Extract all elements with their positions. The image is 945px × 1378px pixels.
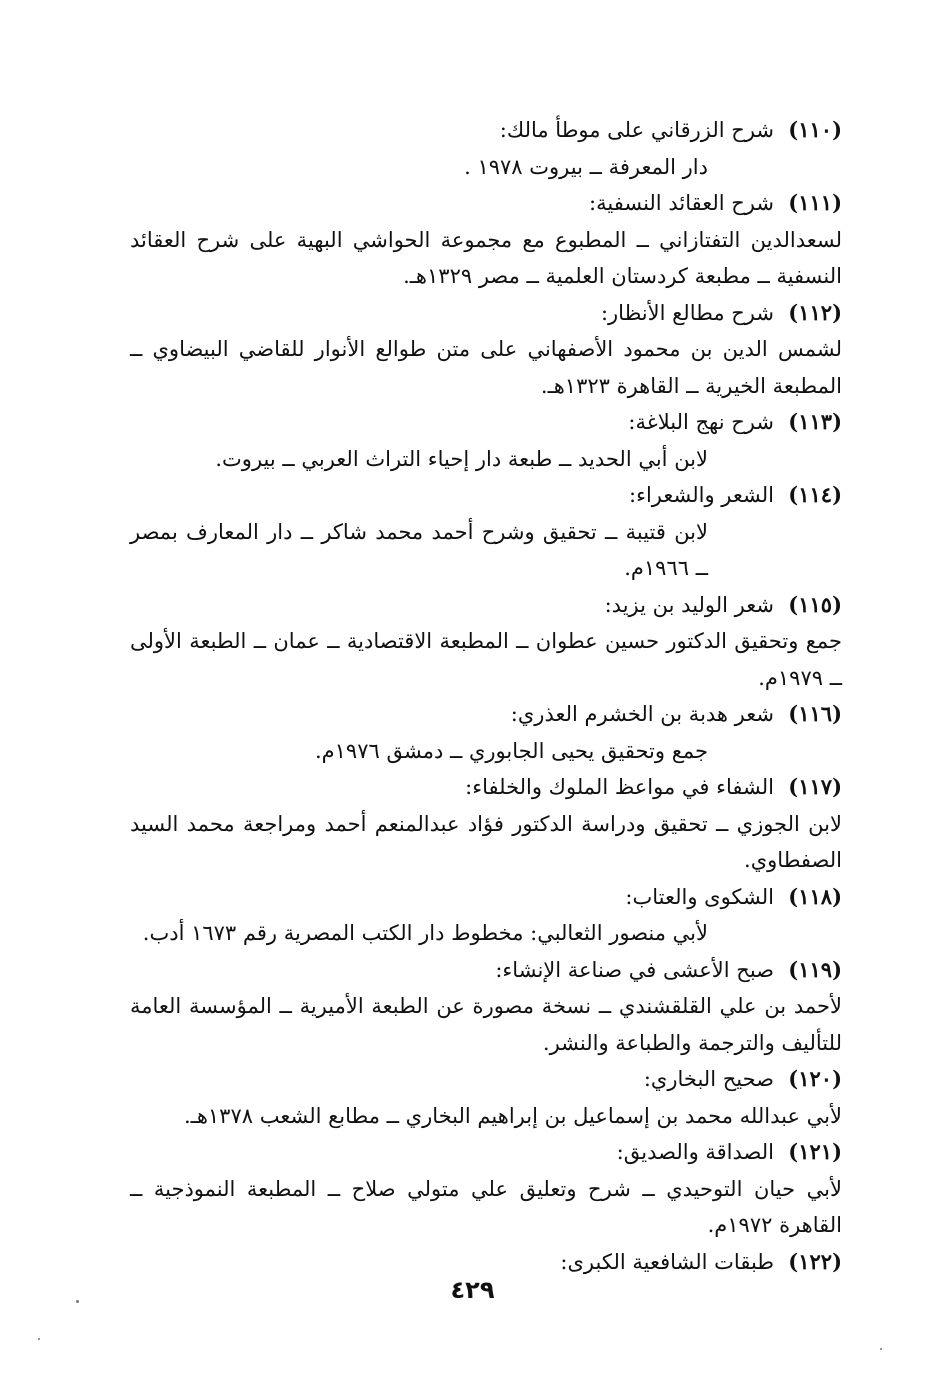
bibliography-entry [130, 1134, 842, 1244]
entry-title: شعر هدبة بن الخشرم العذري: [510, 702, 774, 726]
bibliography-entry [130, 587, 842, 697]
bibliography-list [130, 112, 842, 1280]
bibliography-entry [130, 404, 842, 477]
bibliography-entry [130, 295, 842, 405]
bibliography-entry [130, 112, 842, 185]
entry-number: (١١١) [788, 190, 842, 215]
bibliography-entry [130, 952, 842, 1062]
bibliography-entry [130, 696, 842, 769]
entry-description: دار المعرفة ــ بيروت ١٩٧٨ . [464, 154, 708, 179]
bibliography-entry [130, 879, 842, 952]
entry-description: لأحمد بن علي القلقشندي ــ نسخة مصورة عن الطبعة الأميرية ــ المؤسسة العامة للتأليف والترجمة والطباعة والنشر. [130, 994, 842, 1055]
entry-title: الشعر والشعراء: [629, 483, 774, 507]
entry-number: (١١٠) [788, 117, 842, 142]
entry-title: صبح الأعشى في صناعة الإنشاء: [495, 957, 774, 982]
bibliography-entry [130, 769, 842, 879]
scan-speck [880, 1348, 882, 1350]
entry-number: (١١٣) [788, 409, 842, 434]
entry-title: شرح مطالع الأنظار: [600, 300, 774, 325]
entry-title: الشكوى والعتاب: [625, 884, 774, 909]
entry-number: (١١٥) [788, 591, 842, 617]
entry-description: لأبي عبدالله محمد بن إسماعيل بن إبراهيم البخاري ــ مطابع الشعب ١٣٧٨هـ. [184, 1103, 842, 1128]
entry-heading [130, 587, 842, 624]
entry-heading [130, 1134, 842, 1171]
entry-heading [130, 769, 842, 806]
entry-description: جمع وتحقيق يحيى الجابوري ــ دمشق ١٩٧٦م. [314, 738, 708, 763]
entry-title: شرح نهج البلاغة: [628, 410, 774, 434]
entry-title: شرح الزرقاني على موطأ مالك: [499, 118, 774, 142]
entry-description: لأبي منصور الثعالبي: مخطوط دار الكتب المصرية رقم ١٦٧٣ أدب. [142, 921, 708, 945]
entry-number: (١١٢) [788, 299, 842, 325]
entry-heading [130, 696, 842, 733]
entry-heading [130, 112, 842, 149]
entry-number: (١٢٠) [788, 1066, 842, 1091]
entry-title: صحيح البخاري: [643, 1067, 774, 1091]
entry-description: لشمس الدين بن محمود الأصفهاني على متن طوالع الأنوار للقاضي البيضاوي ــ المطبعة الخيرية ــ القاهرة ١٣٢٣هـ. [130, 337, 842, 398]
page-number: ٤٢٩ [450, 1276, 495, 1304]
bibliography-entry [130, 1244, 842, 1281]
entry-heading [130, 404, 842, 441]
entry-heading [130, 879, 842, 916]
entry-title: الشفاء في مواعظ الملوك والخلفاء: [465, 775, 774, 799]
scan-speck [76, 1300, 79, 1303]
entry-title: طبقات الشافعية الكبرى: [560, 1249, 774, 1274]
entry-heading [130, 185, 842, 222]
scan-speck [38, 1338, 40, 1340]
entry-description: لابن أبي الحديد ــ طبعة دار إحياء التراث العربي ــ بيروت. [215, 446, 708, 471]
bibliography-entry [130, 1061, 842, 1134]
entry-heading [130, 1244, 842, 1281]
entry-number: (١١٦) [788, 701, 842, 726]
entry-number: (١٢١) [788, 1139, 842, 1164]
entry-title: شرح العقائد النسفية: [589, 191, 774, 215]
bibliography-entry [130, 477, 842, 587]
entry-number: (١٢٢) [788, 1248, 842, 1274]
entry-description: جمع وتحقيق الدكتور حسين عطوان ــ المطبعة الاقتصادية ــ عمان ــ الطبعة الأولى ــ ١٩٧٩م. [130, 629, 842, 690]
entry-number: (١١٩) [788, 956, 842, 982]
entry-heading [130, 952, 842, 989]
entry-number: (١١٤) [788, 482, 842, 507]
entry-title: الصداقة والصديق: [616, 1140, 774, 1164]
bibliography-entry [130, 185, 842, 295]
entry-title: شعر الوليد بن يزيد: [604, 592, 774, 617]
entry-heading [130, 477, 842, 514]
entry-description: لأبي حيان التوحيدي ــ شرح وتعليق علي متولي صلاح ــ المطبعة النموذجية ــ القاهرة ١٩٧٢م. [130, 1176, 842, 1237]
entry-description: لابن الجوزي ــ تحقيق ودراسة الدكتور فؤاد عبدالمنعم أحمد ومراجعة محمد السيد الصفطاوي. [130, 811, 842, 872]
entry-number: (١١٨) [788, 883, 842, 909]
entry-description: لابن قتيبة ــ تحقيق وشرح أحمد محمد شاكر ــ دار المعارف بمصر ــ ١٩٦٦م. [130, 519, 708, 580]
entry-heading [130, 1061, 842, 1098]
entry-number: (١١٧) [788, 774, 842, 799]
entry-description: لسعدالدين التفتازاني ــ المطبوع مع مجموعة الحواشي البهية على شرح العقائد النسفية ــ مطبعة كردستان العلمية ــ مصر ١٣٢٩هـ. [130, 227, 842, 288]
entry-heading [130, 295, 842, 332]
